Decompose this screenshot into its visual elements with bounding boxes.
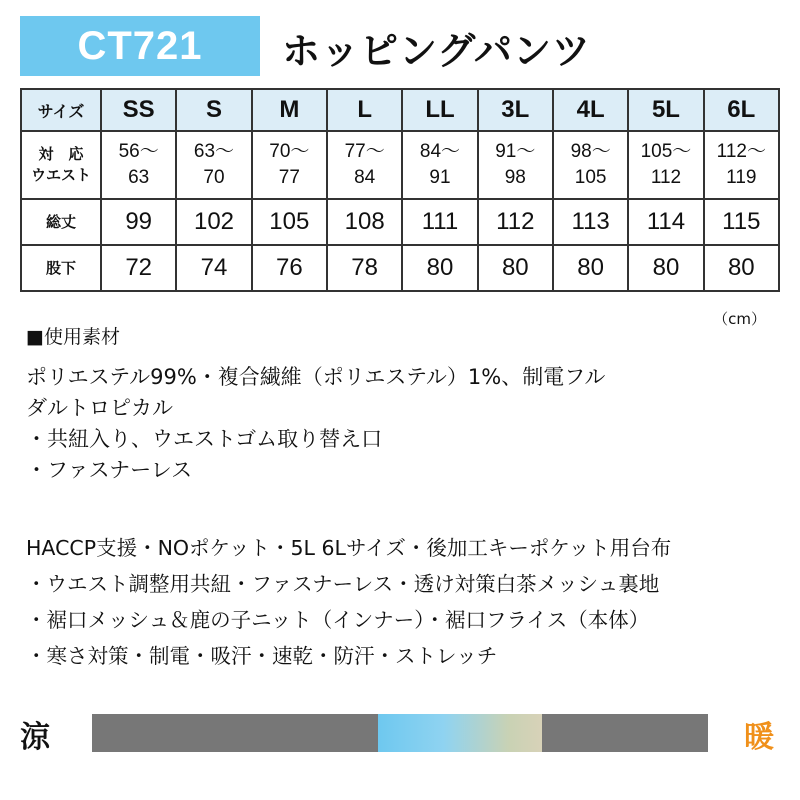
waist-to: 70 [203, 167, 225, 188]
cool-label: 涼 [20, 720, 50, 755]
waist-from: 56〜 [118, 141, 159, 163]
length-cell: 108 [327, 199, 402, 245]
size-header-row [21, 89, 779, 131]
feature-line: ・裾口メッシュ＆鹿の子ニット（インナー）・裾口フライス（本体） [26, 608, 650, 632]
size-col-header: LL [402, 89, 477, 131]
product-title: ホッピングパンツ [282, 29, 591, 73]
product-header [20, 16, 780, 76]
feature-line: HACCP支援・NOポケット・5L 6Lサイズ・後加工キーポケット用台布 [26, 536, 672, 560]
size-col-header: SS [101, 89, 176, 131]
waist-from: 77〜 [344, 141, 385, 163]
waist-to: 91 [429, 167, 451, 188]
length-cell: 105 [252, 199, 327, 245]
waist-to: 63 [128, 167, 150, 188]
warmth-scale [20, 712, 780, 756]
waist-row [21, 131, 779, 199]
waist-to: 112 [650, 167, 682, 188]
size-header-label: サイズ [21, 89, 101, 131]
length-row-label: 総丈 [21, 199, 101, 245]
waist-label-line1: 対 応 [38, 145, 84, 163]
material-description [26, 362, 776, 486]
waist-to: 98 [504, 167, 526, 188]
inseam-cell: 80 [704, 245, 779, 291]
inseam-cell: 80 [628, 245, 703, 291]
waist-to: 77 [278, 167, 300, 188]
inseam-cell: 80 [478, 245, 553, 291]
inseam-cell: 80 [402, 245, 477, 291]
inseam-cell: 72 [101, 245, 176, 291]
feature-list [26, 530, 786, 674]
inseam-cell: 74 [176, 245, 251, 291]
waist-cell [252, 131, 327, 199]
product-code-badge [20, 16, 260, 76]
length-row [21, 199, 779, 245]
waist-from: 98〜 [570, 141, 611, 163]
waist-label-line2: ウエスト [30, 166, 91, 184]
length-cell: 99 [101, 199, 176, 245]
length-cell: 102 [176, 199, 251, 245]
waist-from: 70〜 [269, 141, 310, 163]
size-col-header: 6L [704, 89, 779, 131]
material-line: ダルトロピカル [26, 396, 173, 420]
waist-from: 105〜 [640, 141, 692, 163]
size-col-header: 4L [553, 89, 628, 131]
product-code: CT721 [77, 23, 203, 68]
waist-from: 91〜 [495, 141, 536, 163]
warmth-scale-bar [92, 714, 708, 752]
length-cell: 114 [628, 199, 703, 245]
size-table [20, 88, 780, 292]
inseam-row [21, 245, 779, 291]
unit-label: （cm） [713, 310, 766, 328]
waist-from: 84〜 [419, 141, 461, 163]
waist-from: 63〜 [193, 141, 235, 163]
waist-from: 112〜 [716, 141, 766, 163]
length-cell: 113 [553, 199, 628, 245]
waist-to: 119 [726, 167, 757, 188]
length-cell: 112 [478, 199, 553, 245]
feature-line: ・ウエスト調整用共紐・ファスナーレス・透け対策白茶メッシュ裏地 [26, 572, 660, 596]
inseam-cell: 76 [252, 245, 327, 291]
waist-row-label [21, 131, 101, 199]
waist-cell [402, 131, 477, 199]
waist-cell [327, 131, 402, 199]
waist-to: 105 [574, 167, 607, 188]
waist-cell [101, 131, 176, 199]
warm-label: 暖 [744, 720, 774, 755]
waist-cell [553, 131, 628, 199]
inseam-cell: 80 [553, 245, 628, 291]
inseam-cell: 78 [327, 245, 402, 291]
size-col-header: M [252, 89, 327, 131]
material-line: ・共紐入り、ウエストゴム取り替え口 [26, 427, 383, 451]
length-cell: 111 [402, 199, 477, 245]
waist-cell [628, 131, 703, 199]
size-col-header: 5L [628, 89, 703, 131]
waist-cell [704, 131, 779, 199]
material-heading: ■使用素材 [26, 326, 120, 348]
feature-line: ・寒さ対策・制電・吸汗・速乾・防汗・ストレッチ [26, 644, 498, 668]
waist-cell [478, 131, 553, 199]
size-col-header: 3L [478, 89, 553, 131]
waist-to: 84 [354, 167, 376, 188]
material-line: ・ファスナーレス [26, 458, 193, 482]
waist-cell [176, 131, 251, 199]
length-cell: 115 [704, 199, 779, 245]
inseam-row-label: 股下 [21, 245, 101, 291]
size-col-header: L [327, 89, 402, 131]
size-col-header: S [176, 89, 251, 131]
material-line: ポリエステル99%・複合繊維（ポリエステル）1%、制電フル [26, 365, 606, 389]
warmth-scale-highlight [378, 714, 541, 752]
